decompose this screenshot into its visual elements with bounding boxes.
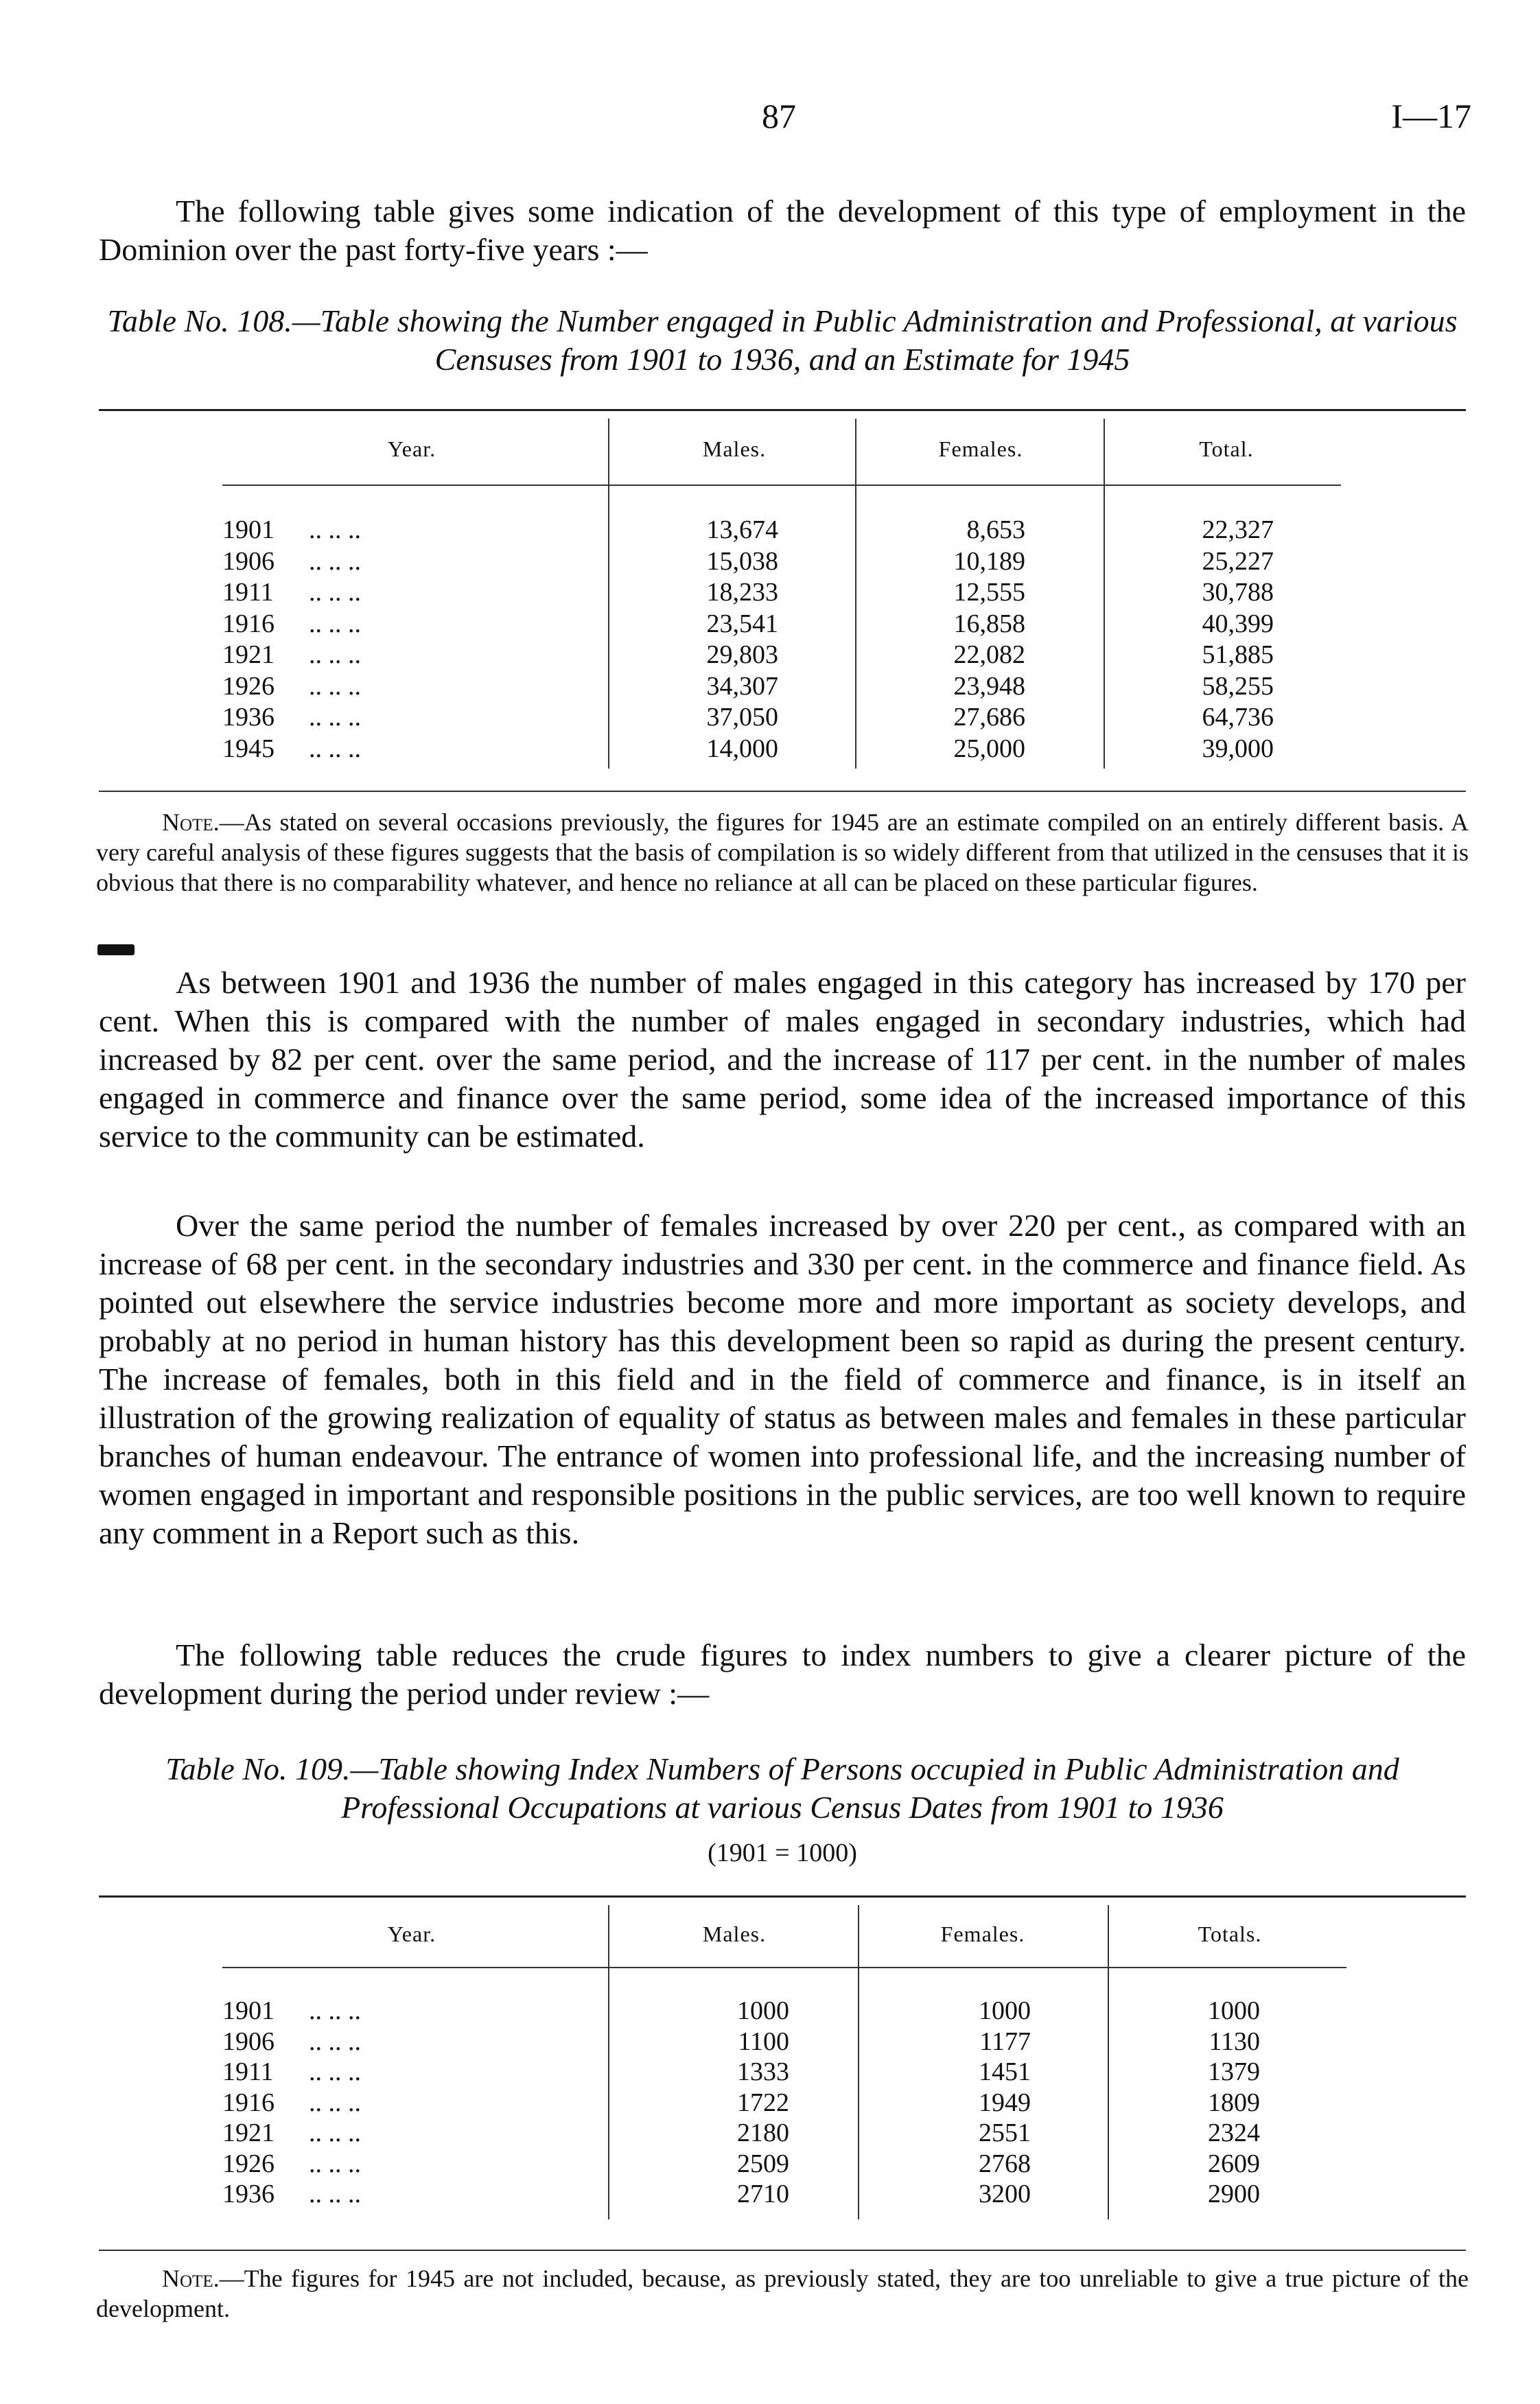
row-females: 1177: [979, 2027, 1031, 2056]
paragraph-males-increase: As between 1901 and 1936 the number of males engaged in this category has increased by 170 per cent. When this is compared with the number of males engaged in secondary industries, which had increased by 82 per cent. over the same period, and the increase of 117 per cent. in the number of males engaged in commerce and finance over the same period, some idea of the increased importance of this service to the community can be estimated.: [99, 965, 1466, 1154]
row-year: 1916: [222, 2088, 275, 2117]
leader-dots: .. .. ..: [309, 2057, 361, 2086]
row-total: 1379: [1208, 2057, 1260, 2086]
table-108-divider: [1104, 419, 1105, 769]
row-year: 1911: [222, 2057, 274, 2086]
row-total: 22,327: [1202, 515, 1274, 544]
note-text: —As stated on several occasions previously, the figures for 1945 are an estimate compiled on an entirely different basis. A very careful analysis of these figures suggests that the basis of compilation is so widely different from that utilized in the censuses that it is obvious that there is no comparability whatever, and hence no reliance at all can be placed on these particular figures.: [96, 808, 1469, 896]
row-females: 27,686: [953, 703, 1025, 732]
table-108-caption: Table No. 108.—Table showing the Number engaged in Public Administration and Professional, at various Censuses from 1901 to 1936, and an Estimate for 1945: [107, 303, 1458, 377]
page-reference: I—17: [1391, 97, 1471, 135]
row-females: 8,653: [966, 515, 1025, 544]
leader-dots: .. .. ..: [309, 2149, 361, 2178]
row-males: 15,038: [706, 546, 778, 576]
leader-dots: .. .. ..: [309, 640, 361, 669]
row-total: 2609: [1208, 2149, 1260, 2178]
row-males: 2509: [737, 2149, 789, 2178]
row-total: 1809: [1208, 2088, 1260, 2117]
row-year: 1945: [222, 734, 275, 763]
leader-dots: .. .. ..: [309, 1996, 361, 2025]
note-label: Note.: [162, 2265, 220, 2292]
table-108-top-rule: [99, 409, 1466, 411]
row-year: 1901: [222, 1996, 275, 2025]
table-108-divider: [855, 419, 856, 769]
table-108-header-year: Year.: [387, 436, 436, 461]
note-label: Note.: [162, 808, 220, 836]
row-females: 16,858: [953, 609, 1025, 638]
row-males: 1100: [738, 2027, 789, 2056]
row-year: 1906: [222, 2027, 275, 2056]
row-females: 1949: [979, 2088, 1031, 2117]
row-males: 18,233: [706, 578, 778, 607]
page-number: 87: [762, 97, 796, 135]
table-109-header-females: Females.: [940, 1922, 1025, 1946]
row-females: 12,555: [953, 578, 1025, 607]
leader-dots: .. .. ..: [309, 734, 361, 763]
row-year: 1906: [222, 546, 275, 576]
leader-dots: .. .. ..: [309, 671, 361, 701]
row-females: 3200: [979, 2180, 1031, 2208]
note-text: —The figures for 1945 are not included, because, as previously stated, they are too unreliable to give a true picture of the development.: [96, 2265, 1469, 2322]
leader-dots: .. .. ..: [309, 703, 361, 732]
row-total: 1000: [1208, 1996, 1260, 2025]
row-year: 1901: [222, 515, 275, 544]
row-females: 1451: [979, 2057, 1031, 2086]
table-109-header-totals: Totals.: [1198, 1922, 1262, 1946]
row-total: 2900: [1208, 2180, 1260, 2208]
row-females: 25,000: [953, 734, 1025, 763]
table-109-header-year: Year.: [387, 1922, 436, 1946]
row-total: 30,788: [1202, 578, 1274, 607]
row-females: 22,082: [953, 640, 1025, 669]
table-108-header-total: Total.: [1199, 436, 1254, 461]
paragraph-females-increase: Over the same period the number of females increased by over 220 per cent., as compared with an increase of 68 per cent. in the secondary industries and 330 per cent. in the commerce and finance field. As pointed out elsewhere the service industries become more and more important as society develops, and probably at no period in human history has this development been so rapid as during the present century. The increase of females, both in this field and in the field of commerce and finance, is in itself an illustration of the growing realization of equality of status as between males and females in these particular branches of human endeavour. The entrance of women into professional life, and the increasing number of women engaged in important and responsible positions in the public services, are too well known to require any comment in a Report such as this.: [99, 1208, 1466, 1550]
table-108-divider: [608, 419, 609, 769]
paragraph-index-intro: The following table reduces the crude figures to index numbers to give a clearer picture of the development during the period under review :—: [99, 1637, 1466, 1711]
row-year: 1926: [222, 2149, 275, 2178]
row-year: 1936: [222, 703, 275, 732]
table-108-header-males: Males.: [702, 436, 767, 461]
row-total: 25,227: [1202, 546, 1274, 576]
row-males: 23,541: [706, 609, 778, 638]
table-109-header-rule: [222, 1967, 1346, 1968]
leader-dots: .. .. ..: [309, 2027, 361, 2056]
row-males: 14,000: [706, 734, 778, 763]
table-108-bottom-rule: [99, 791, 1466, 792]
row-females: 2551: [979, 2119, 1031, 2147]
table-108-note: [96, 807, 1469, 898]
table-109-header-males: Males.: [702, 1922, 767, 1946]
table-109-note: [96, 2263, 1469, 2324]
leader-dots: .. .. ..: [309, 546, 361, 576]
row-year: 1911: [222, 578, 274, 607]
table-109-caption: Table No. 109.—Table showing Index Numbers of Persons occupied in Public Administration and Professional Occupations at various Census Dates from 1901 to 1936: [165, 1751, 1399, 1825]
table-108-header-females: Females.: [938, 436, 1023, 461]
leader-dots: .. .. ..: [309, 2088, 361, 2117]
row-total: 40,399: [1202, 609, 1274, 638]
row-total: 58,255: [1202, 671, 1274, 701]
row-males: 13,674: [706, 515, 778, 544]
row-total: 2324: [1208, 2119, 1260, 2147]
row-total: 64,736: [1202, 703, 1274, 732]
row-total: 51,885: [1202, 640, 1274, 669]
row-males: 1722: [737, 2088, 789, 2117]
row-males: 1000: [737, 1996, 789, 2025]
intro-paragraph: The following table gives some indication of the development of this type of employment in the Dominion over the past forty-five years :—: [99, 194, 1466, 267]
row-year: 1921: [222, 2119, 275, 2147]
row-males: 34,307: [706, 671, 778, 701]
table-109-divider: [858, 1905, 859, 2219]
row-males: 2710: [737, 2180, 789, 2208]
row-females: 1000: [979, 1996, 1031, 2025]
table-109-subcaption: (1901 = 1000): [708, 1839, 857, 1867]
row-males: 2180: [737, 2119, 789, 2147]
leader-dots: .. .. ..: [309, 609, 361, 638]
row-total: 1130: [1209, 2027, 1260, 2056]
leader-dots: .. .. ..: [309, 2119, 361, 2147]
table-108-header-rule: [222, 485, 1341, 486]
table-109-divider: [1108, 1905, 1109, 2219]
row-year: 1926: [222, 671, 275, 701]
table-109-top-rule: [99, 1895, 1466, 1898]
row-males: 37,050: [706, 703, 778, 732]
leader-dots: .. .. ..: [309, 2180, 361, 2208]
row-females: 2768: [979, 2149, 1031, 2178]
row-females: 10,189: [953, 546, 1025, 576]
leader-dots: .. .. ..: [309, 515, 361, 544]
row-total: 39,000: [1202, 734, 1274, 763]
row-males: 29,803: [706, 640, 778, 669]
leader-dots: .. .. ..: [309, 578, 361, 607]
row-year: 1936: [222, 2180, 275, 2208]
ink-smudge: [97, 944, 135, 955]
table-109-divider: [608, 1905, 609, 2219]
row-males: 1333: [737, 2057, 789, 2086]
row-females: 23,948: [953, 671, 1025, 701]
row-year: 1916: [222, 609, 275, 638]
table-109-bottom-rule: [99, 2250, 1466, 2251]
row-year: 1921: [222, 640, 275, 669]
